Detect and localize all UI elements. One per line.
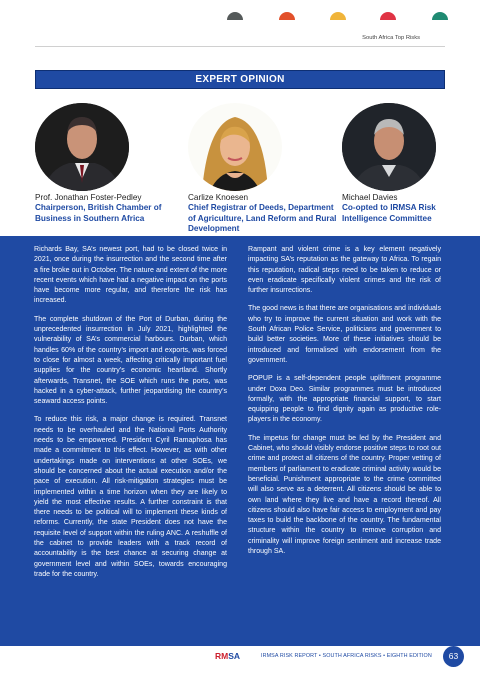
section-title: EXPERT OPINION [35,70,445,89]
header-divider [35,46,445,47]
paragraph: Richards Bay, SA’s newest port, had to be closed twice in 2021, once during the insurrection and the second time after a fire broke out in October. The nature and extent of the more recent events which have had a negative impact on the ports have become more regular, and therefore the risk has increased. [34,246,227,305]
expert-3-caption [342,193,452,224]
paragraph: The good news is that there are organisations and individuals who try to improve the current situation and work with the South African Police Service, politicians and government to build better societies. More of these initiatives should be introduced and formalised with endorsement from the government. [248,305,441,364]
paragraph: Rampant and violent crime is a key element negatively impacting SA’s reputation as the gateway to Africa. To regain this reputation, radical steps need to be taken to reduce or even eradicate specifically violent crimes and the risk of further insurrections. [248,246,441,295]
irmsa-logo [215,651,240,661]
expert-3-name: Michael Davies [342,193,398,202]
section-tab-yellow [330,12,346,20]
paragraph: The impetus for change must be led by the President and Cabinet, who should visibly endorse positive steps to root out crime and protect all citizens of the country. Proper vetting of members of parliament to eradicate criminal activity would be beneficial. Punishment appropriate to the crime committed will also serve as a deterrent. All citizens should be able to own land where they live and have a record thereof. All citizens should also have fair access to employment and pay taxes to build the backbone of the country. The fundamental structure within the country to remove corruption and criminality will improve foreign sentiment and increase trade through SA. [248,434,441,556]
expert-1-caption [35,193,185,224]
expert-2-role: Chief Registrar of Deeds, Department of Agriculture, Land Reform and Rural Development [188,203,337,234]
portrait-davies [342,103,436,191]
section-tabs [0,12,480,22]
article-body [0,236,480,646]
logo-text-a: RM [215,651,229,661]
section-tab-grey [227,12,243,20]
section-tab-green [432,12,448,20]
paragraph: To reduce this risk, a major change is required. Transnet needs to be overhauled and the National Ports Authority needs to be empowered. President Cyril Ramaphosa has made a commitment to this effect. However, as with other undertakings made on interventions at other SOEs, we should be concerned about the actual execution and/or the pace of execution. All risk-mitigation strategies must be implemented within a time horizon when they are likely to yield the most effective results. A further constraint is that there needs to be political will to implement these kinds of reforms. Currently, the state President does not have the requisite level of support within the ruling ANC. A reshuffle of the cabinet to provide leaders with a track record of accountability is the best chance at securing change at government level and within SOEs, towards encouraging trade for the country. [34,416,227,578]
expert-1-role: Chairperson, British Chamber of Business in Southern Africa [35,203,162,223]
article-column-left [34,245,227,588]
running-header: South Africa Top Risks [362,35,420,41]
page-number: 63 [443,646,464,667]
expert-2-caption [188,193,338,235]
article-column-right [248,245,441,565]
logo-text-b: SA [228,651,241,661]
expert-3-role: Co-opted to IRMSA Risk Intelligence Committee [342,203,436,223]
footer-text: IRMSA RISK REPORT • SOUTH AFRICA RISKS • EIGHTH EDITION [261,653,432,659]
expert-2-name: Carlize Knoesen [188,193,249,202]
section-tab-orange [279,12,295,20]
paragraph: POPUP is a self-dependent people upliftment programme under Doxa Deo. Similar programmes must be introduced formally, with the appropriate financial support, to start equipping people to find dignity again as productive role-players in the economy. [248,375,441,424]
portrait-knoesen [188,103,282,191]
section-tab-red [380,12,396,20]
paragraph: The complete shutdown of the Port of Durban, during the unprecedented insurrection in July 2021, highlighted the vulnerability of SA’s commercial harbours. Durban, which handles 60% of the country’s import and exports, was forced to close for almost a week, affecting critically important fuel supplies for the country’s economic heartland. Shortly afterwards, Transnet, the SOE which runs the ports, was hacked in a cyber-attack, further jeopardising the country’s seaward access points. [34,315,227,406]
portrait-foster-pedley [35,103,129,191]
expert-1-name: Prof. Jonathan Foster-Pedley [35,193,142,202]
